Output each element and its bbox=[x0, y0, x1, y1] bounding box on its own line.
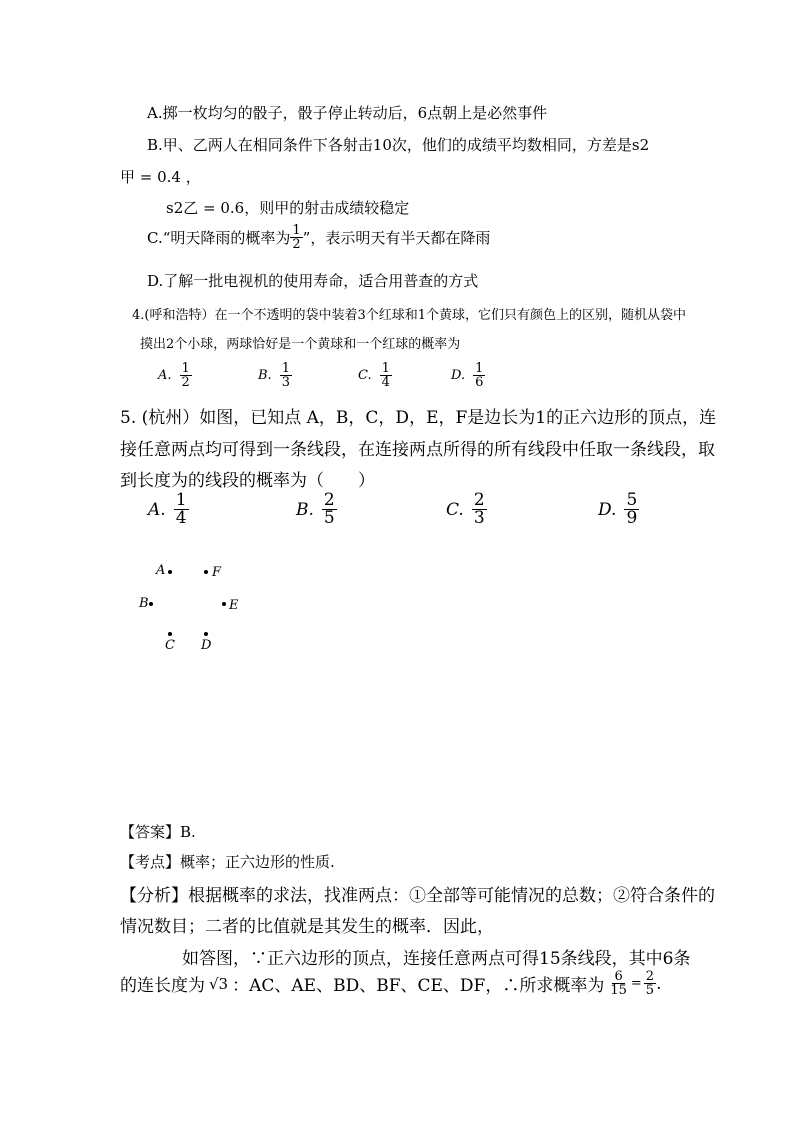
q5-option-b bbox=[296, 492, 337, 527]
q5-option-d bbox=[598, 492, 639, 527]
q5-option-c bbox=[446, 492, 487, 527]
answer-line: 【答案】B. bbox=[120, 823, 196, 841]
point-label-a: A bbox=[156, 563, 166, 578]
fraction-numerator: 2 bbox=[473, 490, 485, 510]
point-label-c: C bbox=[165, 638, 175, 653]
option-label: D. bbox=[451, 368, 466, 383]
analysis-line1: 【分析】根据概率的求法，找准两点：①全部等可能情况的总数；②符合条件的 bbox=[120, 886, 715, 906]
q4-option-d bbox=[451, 362, 485, 389]
q5-option-a bbox=[148, 492, 189, 527]
analysis-line4-mid: ：AC、AE、BD、BF、CE、DF，∴所求概率为 bbox=[232, 976, 605, 996]
point-dot-f bbox=[204, 570, 208, 574]
option-fraction bbox=[624, 492, 639, 527]
fraction-denominator: 5 bbox=[323, 508, 335, 528]
q3-option-d: D.了解一批电视机的使用寿命，适合用普查的方式 bbox=[147, 272, 479, 290]
analysis-line2: 情况数目；二者的比值就是其发生的概率．因此， bbox=[120, 917, 494, 937]
equals-sign: = bbox=[630, 976, 642, 991]
option-label: D. bbox=[598, 499, 617, 520]
analysis-line4 bbox=[120, 970, 661, 997]
point-dot-d bbox=[204, 632, 208, 636]
q3-option-b-line1: B.甲、乙两人在相同条件下各射击10次，他们的成绩平均数相同，方差是s2 bbox=[147, 136, 650, 154]
point-dot-e bbox=[222, 602, 226, 606]
q4-stem-line2: 摸出2个小球，两球恰好是一个黄球和一个红球的概率为 bbox=[140, 337, 461, 352]
fraction-denominator: 3 bbox=[473, 508, 485, 528]
fraction-numerator: 1 bbox=[381, 361, 390, 376]
option-label: B. bbox=[296, 499, 314, 520]
fraction-numerator: 2 bbox=[645, 969, 655, 984]
sqrt-three: √3 bbox=[209, 974, 229, 993]
option-fraction bbox=[180, 362, 192, 389]
fraction-denominator: 4 bbox=[381, 375, 390, 390]
fraction-numerator: 2 bbox=[323, 490, 335, 510]
analysis-line4-pre: 的连长度为 bbox=[120, 976, 205, 996]
kaodian-line: 【考点】概率；正六边形的性质. bbox=[120, 853, 335, 871]
fraction-numerator: 1 bbox=[475, 361, 484, 376]
option-label: B. bbox=[258, 368, 272, 383]
fraction-numerator: 5 bbox=[626, 490, 638, 510]
point-dot-a bbox=[168, 570, 172, 574]
analysis-line3: 如答图，∵正六边形的顶点，连接任意两点可得15条线段，其中6条 bbox=[182, 949, 691, 969]
q3-option-c-pre: C.“明天降雨的概率为 bbox=[147, 229, 291, 247]
q4-option-b bbox=[258, 362, 292, 389]
q4-option-c bbox=[358, 362, 392, 389]
point-label-e: E bbox=[229, 598, 239, 613]
point-dot-b bbox=[149, 602, 153, 606]
q3-option-b-line3: s2乙 = 0.6，则甲的射击成绩较稳定 bbox=[166, 199, 410, 217]
fraction-numerator: 1 bbox=[281, 361, 290, 376]
fraction-denominator: 3 bbox=[281, 375, 290, 390]
fraction-numerator: 1 bbox=[181, 361, 190, 376]
option-label: C. bbox=[358, 368, 372, 383]
fraction-denominator: 4 bbox=[175, 508, 187, 528]
analysis-line4-end: . bbox=[656, 973, 662, 994]
fraction-numerator: 1 bbox=[292, 223, 301, 238]
option-label: C. bbox=[446, 499, 464, 520]
q5-stem-line1: 5. (杭州）如图，已知点 A，B，C，D，E，F是边长为1的正六边形的顶点，连 bbox=[120, 408, 717, 428]
fraction-denominator: 6 bbox=[475, 375, 484, 390]
q3-option-c-fraction bbox=[290, 224, 302, 251]
option-label: A. bbox=[148, 499, 166, 520]
option-fraction bbox=[473, 362, 485, 389]
q5-stem-line2: 接任意两点均可得到一条线段，在连接两点所得的所有线段中任取一条线段，取 bbox=[120, 440, 715, 460]
option-fraction bbox=[174, 492, 189, 527]
fraction-denominator: 2 bbox=[292, 237, 301, 252]
q4-stem-line1: 4.(呼和浩特）在一个不透明的袋中装着3个红球和1个黄球，它们只有颜色上的区别，随机从袋中 bbox=[132, 308, 687, 323]
point-label-d: D bbox=[201, 638, 212, 653]
point-label-f: F bbox=[212, 565, 222, 580]
option-label: A. bbox=[158, 368, 172, 383]
point-label-b: B bbox=[139, 596, 149, 611]
q5-stem-line3: 到长度为的线段的概率为（ ） bbox=[120, 471, 375, 491]
fraction-denominator: 5 bbox=[645, 983, 655, 998]
option-fraction bbox=[472, 492, 487, 527]
fraction-denominator: 2 bbox=[181, 375, 190, 390]
option-fraction bbox=[280, 362, 292, 389]
q4-option-a bbox=[158, 362, 192, 389]
option-fraction bbox=[322, 492, 337, 527]
probability-fraction-2 bbox=[644, 970, 656, 997]
fraction-denominator: 9 bbox=[626, 508, 638, 528]
q3-option-c bbox=[147, 224, 490, 251]
point-dot-c bbox=[168, 632, 172, 636]
option-fraction bbox=[380, 362, 392, 389]
q3-option-a: A.掷一枚均匀的骰子，骰子停止转动后，6点朝上是必然事件 bbox=[147, 104, 548, 122]
probability-fraction-1 bbox=[608, 970, 629, 997]
fraction-denominator: 15 bbox=[610, 983, 627, 998]
fraction-numerator: 6 bbox=[614, 969, 623, 984]
q3-option-c-post: ”，表示明天有半天都在降雨 bbox=[302, 229, 491, 247]
fraction-numerator: 1 bbox=[175, 490, 187, 510]
q3-option-b-line2: 甲 = 0.4 ， bbox=[120, 168, 201, 186]
